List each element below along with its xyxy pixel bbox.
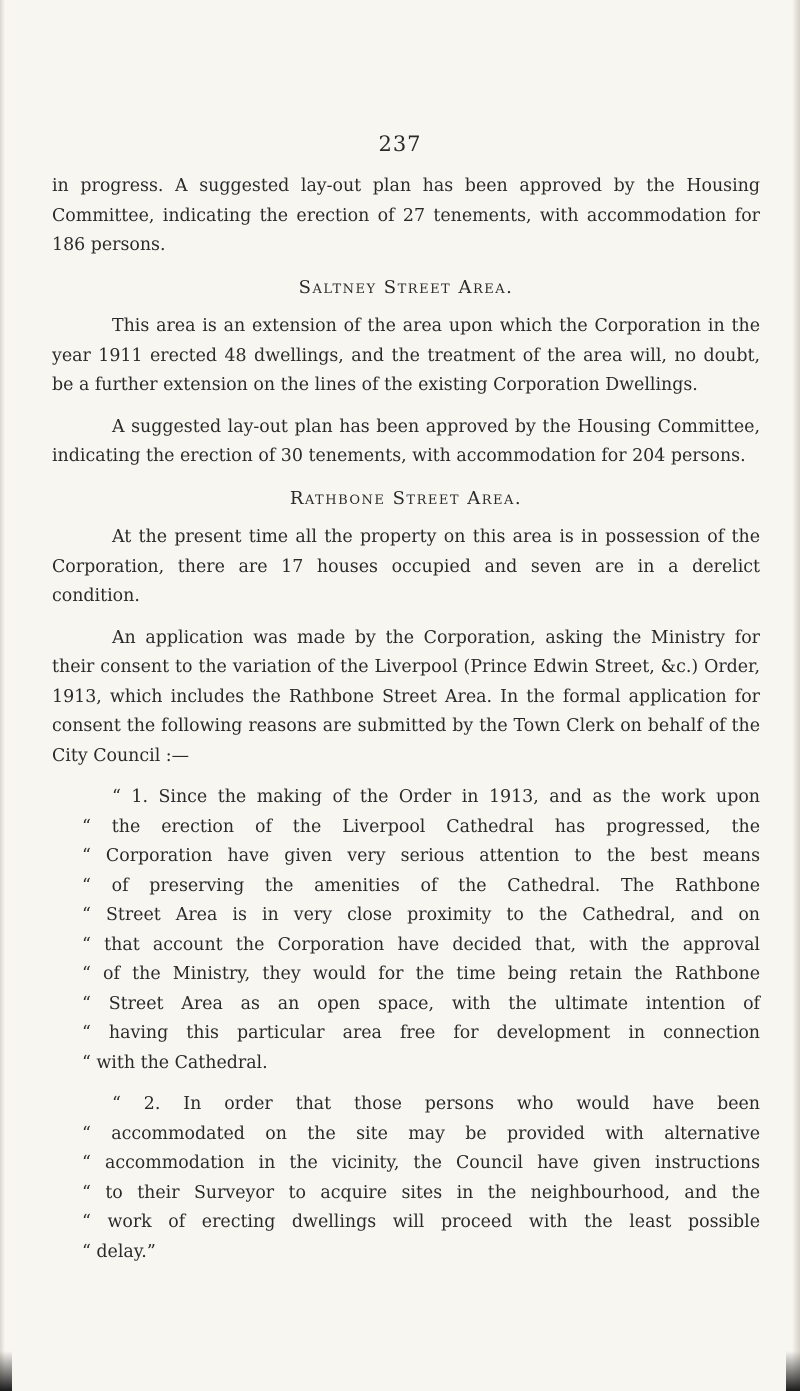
page-body — [52, 172, 760, 1267]
scan-corner-bottom-left — [0, 1351, 12, 1391]
section-heading-saltney: Saltney Street Area. — [298, 276, 514, 298]
quote-line: “ with the Cathedral. — [82, 1052, 268, 1073]
paragraph-rathbone-property: At the present time all the property on this area is in possession of the Corporation, there are 17 houses occupied and seven are in a derelict condition. — [52, 527, 760, 606]
quoted-reason-2 — [52, 1090, 760, 1267]
quote-line: “ delay.” — [82, 1241, 156, 1262]
quote-line: “ of preserving the amenities of the Cathedral. The Rathbone — [82, 875, 760, 896]
paragraph-saltney-extension: This area is an extension of the area upon which the Corporation in the year 1911 erected 48 dwellings, and the treatment of the area will, no doubt, be a further extension on the lines of the existing Corporation Dwellings. — [52, 316, 760, 395]
paragraph-saltney-layout: A suggested lay-out plan has been approved by the Housing Committee, indicating the erection of 30 tenements, with accommodation for 204 persons. — [52, 416, 760, 466]
section-heading-rathbone: Rathbone Street Area. — [289, 487, 523, 509]
scan-corner-bottom-right — [786, 1351, 800, 1391]
quote-line: “ Street Area as an open space, with the ultimate intention of — [82, 993, 760, 1014]
scan-edge-right — [792, 0, 800, 1391]
paragraph-continuation: in progress. A suggested lay-out plan has been approved by the Housing Committee, indicating the erection of 27 tenements, with accommodation for 186 persons. — [52, 176, 760, 255]
quote-line: “ 1. Since the making of the Order in 1913, and as the work upon — [112, 787, 760, 807]
quote-line: “ Street Area is in very close proximity to the Cathedral, and on — [82, 905, 760, 925]
scan-edge-left — [0, 0, 5, 1391]
quote-line: “ 2. In order that those persons who would have been — [112, 1094, 760, 1114]
quote-line: “ accommodated on the site may be provided with alternative — [82, 1123, 760, 1144]
page-number: 237 — [378, 132, 422, 156]
quoted-reason-1 — [52, 783, 760, 1078]
quote-line: “ that account the Corporation have decided that, with the approval — [82, 934, 760, 955]
quote-line: “ accommodation in the vicinity, the Council have given instructions — [82, 1153, 760, 1173]
quote-line: “ of the Ministry, they would for the time being retain the Rathbone — [82, 964, 760, 984]
quote-line: “ having this particular area free for development in connection — [82, 1023, 760, 1043]
quote-line: “ the erection of the Liverpool Cathedral has progressed, the — [82, 816, 760, 837]
quote-line: “ work of erecting dwellings will proceed with the least possible — [82, 1212, 760, 1232]
paragraph-rathbone-application: An application was made by the Corporation, asking the Ministry for their consent to the variation of the Liverpool (Prince Edwin Street, &c.) Order, 1913, which includes the Rathbone Street Area. In the formal application for consent the following reasons are submitted by the Town Clerk on behalf of the City Council :— — [52, 627, 760, 766]
quote-line: “ to their Surveyor to acquire sites in the neighbourhood, and the — [82, 1182, 760, 1203]
quote-line: “ Corporation have given very serious attention to the best means — [82, 846, 760, 866]
